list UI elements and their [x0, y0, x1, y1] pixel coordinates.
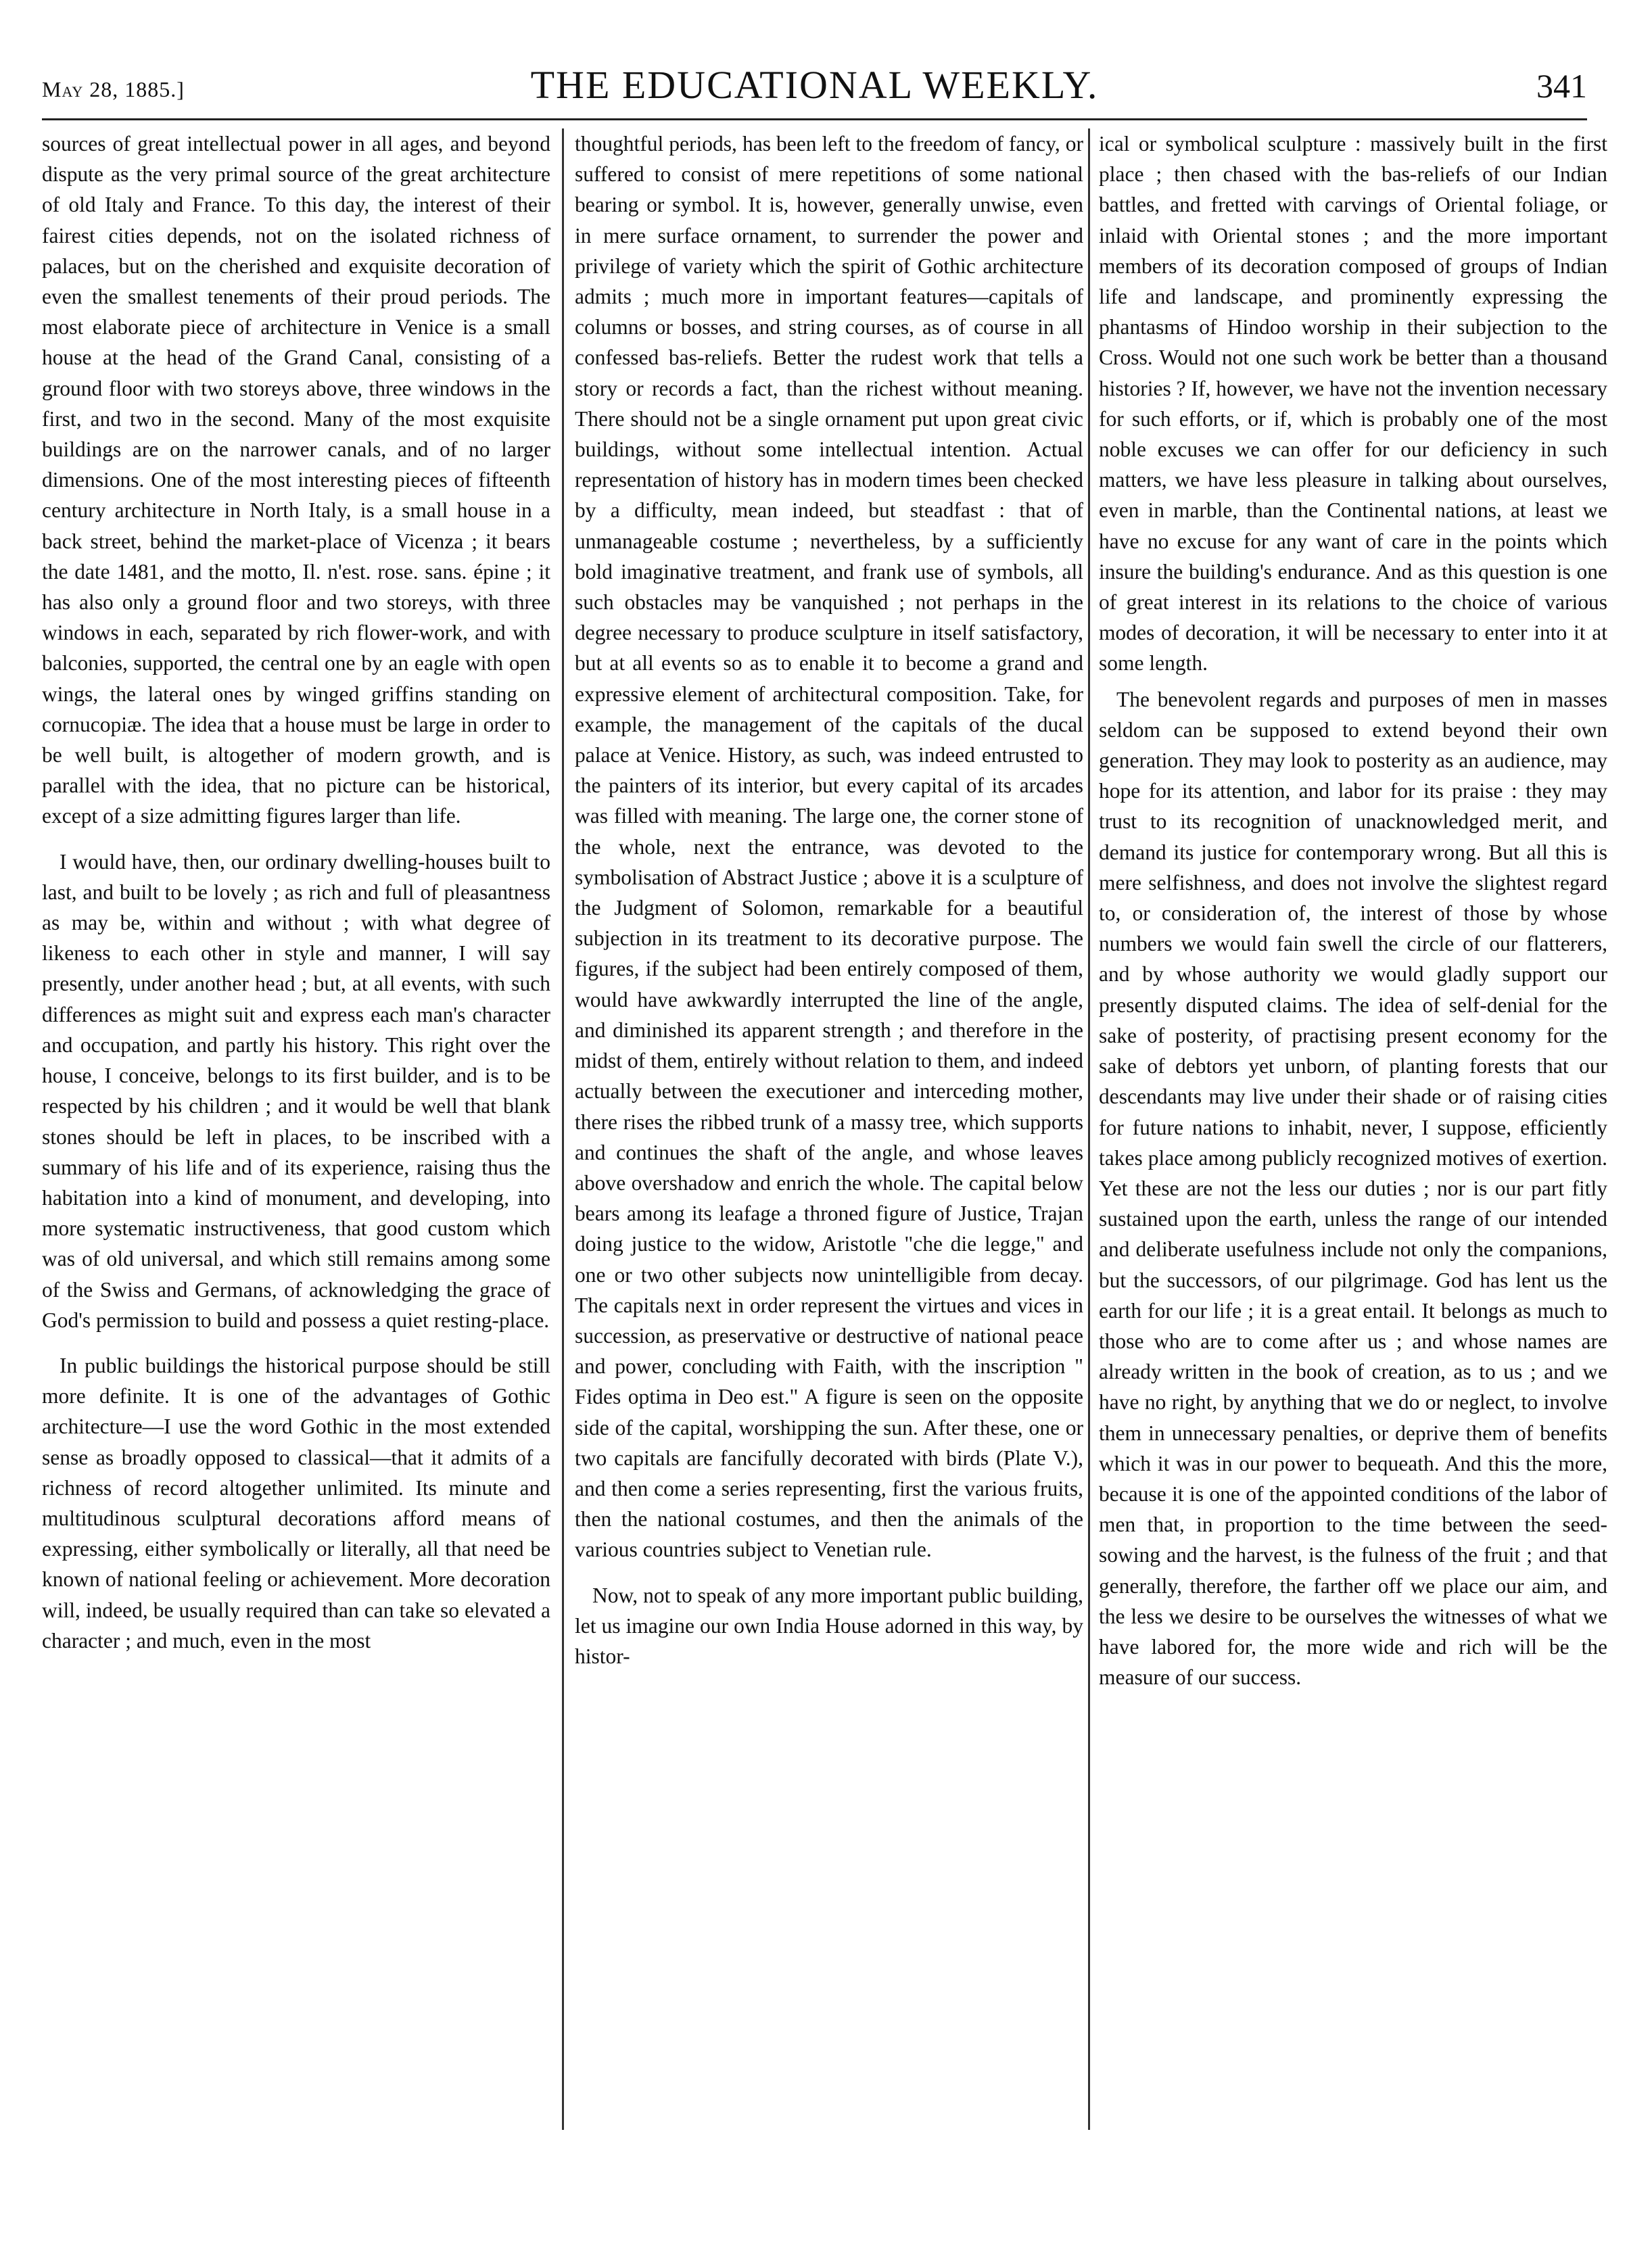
column-3	[1099, 128, 1607, 1707]
paragraph: Now, not to speak of any more important public building, let us imagine our own India House adorned in this way, by histor-	[575, 1583, 1083, 1668]
column-divider	[1088, 128, 1090, 2130]
issue-date: May 28, 1885.]	[42, 77, 185, 101]
paragraph: I would have, then, our ordinary dwelling-houses built to last, and built to be lovely ; as rich and full of pleasantness as may be, within and without ; with what degree of likeness to each other in style and manner, I will say presently, under another head ; but, at all events, with such differences as might suit and express each man's character and occupation, and partly his history. This right over the house, I conceive, belongs to its first builder, and is to be respected by his children ; and it would be well that blank stones should be left in places, to be inscribed with a summary of his life and of its experience, raising thus the habitation into a kind of monument, and developing, into more systematic instructiveness, that good custom which was of old universal, and which still remains among some of the Swiss and Germans, of acknowledging the grace of God's permission to build and possess a quiet resting-place.	[42, 849, 550, 1332]
paragraph: The benevolent regards and purposes of men in masses seldom can be supposed to extend beyond their own generation. They may look to posterity as an audience, may hope for its attention, and labor for its praise : they may trust to its recognition of unacknowledged merit, and demand its justice for contemporary wrong. But all this is mere selfishness, and does not involve the slightest regard to, or consideration of, the interest of those by whose numbers we would fain swell the circle of our flatterers, and by whose authority we would gladly support our presently disputed claims. The idea of self-denial for the sake of posterity, of practising present economy for the sake of debtors yet unborn, of planting forests that our descendants may live under their shade or of raising cities for future nations to inhabit, never, I suppose, efficiently takes place among publicly recognized motives of exertion. Yet these are not the less our duties ; nor is our part fitly sustained upon the earth, unless the range of our intended and deliberate usefulness include not only the companions, but the successors, of our pilgrimage. God has lent us the earth for our life ; it is a great entail. It belongs as much to those who are to come after us ; and whose names are already written in the book of creation, as to us ; and we have no right, by anything that we do or neglect, to involve them in unnecessary penalties, or deprive them of benefits which it was in our power to bequeath. And this the more, because it is one of the appointed conditions of the labor of men that, in proportion to the time between the seed-sowing and the harvest, is the fulness of the fruit ; and that generally, therefore, the farther off we place our aim, and the less we desire to be ourselves the witnesses of what we have labored for, the more wide and rich will be the measure of our success.	[1099, 687, 1607, 1690]
publication-title: THE EDUCATIONAL WEEKLY.	[530, 63, 1099, 107]
paragraph: In public buildings the historical purpose should be still more definite. It is one of the advantages of Gothic architecture—I use the word Gothic in the most extended sense as broadly opposed to classical—that it admits of a richness of record altogether unlimited. Its minute and multitudinous sculptural decorations afford means of expressing, either symbolically or literally, all that need be known of national feeling or achievement. More decoration will, indeed, be usually required than can take so elevated a character ; and much, even in the most	[42, 1353, 550, 1653]
column-divider	[562, 128, 564, 2130]
page-number: 341	[1536, 67, 1587, 105]
paragraph: thoughtful periods, has been left to the freedom of fancy, or suffered to consist of mere repetitions of some national bearing or symbol. It is, however, generally unwise, even in mere surface ornament, to surrender the power and privilege of variety which the spirit of Gothic architecture admits ; much more in important features—capitals of columns or bosses, and string courses, as of course in all confessed bas-reliefs. Better the rudest work that tells a story or records a fact, than the richest without meaning. There should not be a single ornament put upon great civic buildings, without some intellectual intention. Actual representation of history has in modern times been checked by a difficulty, mean indeed, but steadfast : that of unmanageable costume ; nevertheless, by a sufficiently bold imaginative treatment, and frank use of symbols, all such obstacles may be vanquished ; not perhaps in the degree necessary to produce sculpture in itself satisfactory, but at all events so as to enable it to become a grand and expressive element of architectural composition. Take, for example, the management of the capitals of the ducal palace at Venice. History, as such, was indeed entrusted to the painters of its interior, but every capital of its arcades was filled with meaning. The large one, the corner stone of the whole, next the entrance, was devoted to the symbolisation of Abstract Justice ; above it is a sculpture of the Judgment of Solomon, remarkable for a beautiful subjection in its treatment to its decorative purpose. The figures, if the subject had been entirely composed of them, would have awkwardly interrupted the line of the angle, and diminished its apparent strength ; and therefore in the midst of them, entirely without relation to them, and indeed actually between the executioner and interceding mother, there rises the ribbed trunk of a massy tree, which supports and continues the shaft of the angle, and whose leaves above overshadow and enrich the whole. The capital below bears among its leafage a throned figure of Justice, Trajan doing justice to the widow, Aristotle "che die legge," and one or two other subjects now unintelligible from decay. The capitals next in order represent the virtues and vices in succession, as preservative or destructive of national peace and power, concluding with Faith, with the inscription " Fides optima in Deo est." A figure is seen on the opposite side of the capital, worshipping the sun. After these, one or two capitals are fancifully decorated with birds (Plate V.), and then come a series representing, first the various fruits, then the national costumes, and then the animals of the various countries subject to Venetian rule.	[575, 132, 1083, 1562]
page-header	[42, 62, 1587, 110]
column-1	[42, 128, 550, 1671]
header-rule	[42, 118, 1587, 120]
paragraph: sources of great intellectual power in all ages, and beyond dispute as the very primal source of the great architecture of old Italy and France. To this day, the interest of their fairest cities depends, not on the isolated richness of palaces, but on the cherished and exquisite decoration of even the smallest tenements of their proud periods. The most elaborate piece of architecture in Venice is a small house at the head of the Grand Canal, consisting of a ground floor with two storeys above, three windows in the first, and two in the second. Many of the most exquisite buildings are on the narrower canals, and of no larger dimensions. One of the most interesting pieces of fifteenth century architecture in North Italy, is a small house in a back street, behind the market-place of Vicenza ; it bears the date 1481, and the motto, Il. n'est. rose. sans. épine ; it has also only a ground floor and two storeys, with three windows in each, separated by rich flower-work, and with balconies, supported, the central one by an eagle with open wings, the lateral ones by winged griffins standing on cornucopiæ. The idea that a house must be large in order to be well built, is altogether of modern growth, and is parallel with the idea, that no picture can be historical, except of a size admitting figures larger than life.	[42, 132, 550, 828]
paragraph: ical or symbolical sculpture : massively built in the first place ; then chased with the bas-reliefs of our Indian battles, and fretted with carvings of Oriental foliage, or inlaid with Oriental stones ; and the more important members of its decoration composed of groups of Indian life and landscape, and prominently expressing the phantasms of Hindoo worship in their subjection to the Cross. Would not one such work be better than a thousand histories ? If, however, we have not the invention necessary for such efforts, or if, which is probably one of the most noble excuses we can offer for our deficiency in such matters, we have less pleasure in talking about ourselves, even in marble, than the Continental nations, at least we have no excuse for any want of care in the points which insure the building's endurance. And as this question is one of great interest in its relations to the choice of various modes of decoration, it will be necessary to enter into it at some length.	[1099, 132, 1607, 675]
column-2	[575, 128, 1083, 1686]
